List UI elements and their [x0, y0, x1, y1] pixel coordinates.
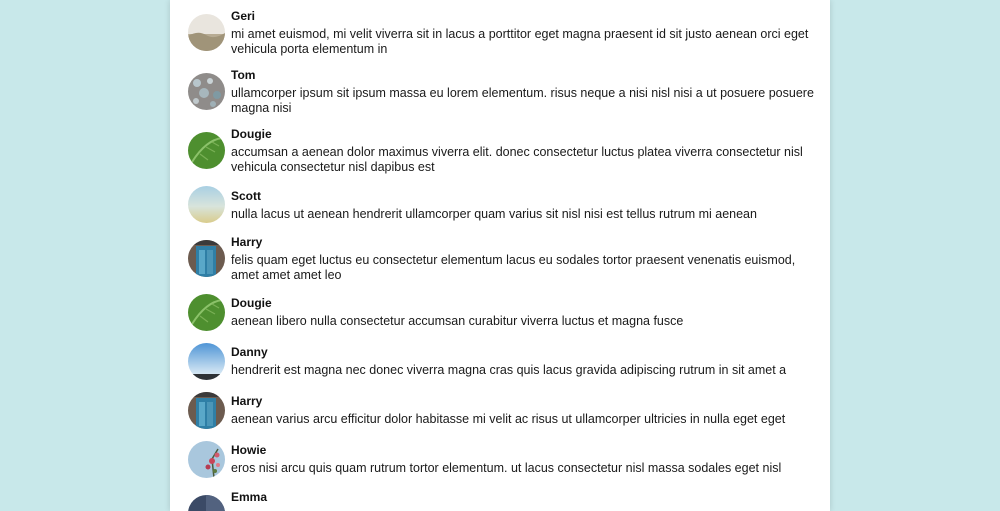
- message-text: felis quam eget luctus eu consectetur elementum lacus eu sodales tortor praesent venenatis euismod, amet amet amet leo: [231, 253, 796, 282]
- message-panel: [170, 0, 830, 511]
- message-text: ullamcorper ipsum sit ipsum massa eu lorem elementum. risus neque a nisi nisl nisi a ut posuere posuere magna nisi: [231, 86, 814, 115]
- author-name: Danny: [231, 345, 268, 359]
- avatar[interactable]: [188, 495, 225, 511]
- avatar[interactable]: [188, 294, 225, 331]
- message-text: eros nisi arcu quis quam rutrum tortor elementum. ut lacus consectetur nisl massa sodales eget nisl: [231, 461, 782, 475]
- avatar[interactable]: [188, 240, 225, 277]
- author-name: Dougie: [231, 296, 272, 310]
- message-text: mi amet euismod, mi velit viverra sit in lacus a porttitor eget magna praesent id sit justo aenean orci eget vehicula porta elementum in: [231, 27, 809, 56]
- message-text: aenean varius arcu efficitur dolor habitasse mi velit ac risus ut ullamcorper ultricies in nulla eget eget: [231, 412, 786, 426]
- avatar[interactable]: [188, 186, 225, 223]
- avatar[interactable]: [188, 392, 225, 429]
- avatar[interactable]: [188, 14, 225, 51]
- author-name: Tom: [231, 68, 256, 82]
- author-name: Howie: [231, 443, 267, 457]
- message-text: nulla lacus ut aenean hendrerit ullamcorper quam varius sit nisl nisi est tellus rutrum mi aenean: [231, 207, 757, 221]
- message-text: hendrerit est magna nec donec viverra magna cras quis lacus gravida adipiscing rutrum in sit amet a: [231, 363, 787, 377]
- message-text: aenean libero nulla consectetur accumsan curabitur viverra luctus et magna fusce: [231, 314, 684, 328]
- avatar[interactable]: [188, 73, 225, 110]
- avatar[interactable]: [188, 441, 225, 478]
- author-name: Emma: [231, 490, 268, 504]
- avatar[interactable]: [188, 132, 225, 169]
- author-name: Scott: [231, 189, 261, 203]
- message-text: accumsan a aenean dolor maximus viverra elit. donec consectetur luctus platea viverra consectetur nisl vehicula consectetur nisl dapibus est: [231, 145, 803, 174]
- author-name: Harry: [231, 235, 263, 249]
- author-name: Harry: [231, 394, 263, 408]
- author-name: Dougie: [231, 127, 272, 141]
- avatar[interactable]: [188, 343, 225, 380]
- author-name: Geri: [231, 9, 256, 23]
